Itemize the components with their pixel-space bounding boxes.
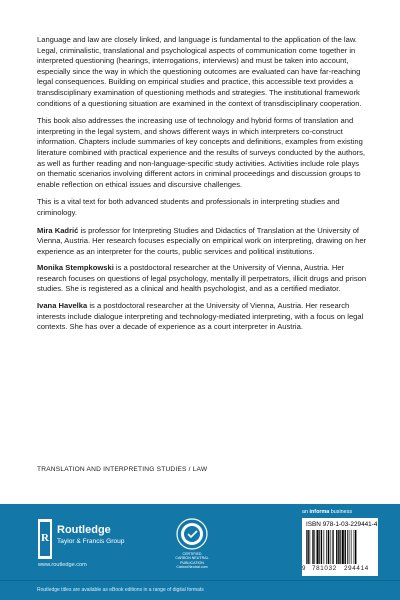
isbn-barcode (302, 518, 378, 576)
barcode-bar (351, 530, 352, 564)
publisher-url[interactable]: www.routledge.com (38, 562, 87, 568)
barcode-bar (317, 530, 319, 564)
barcode-bar (347, 530, 348, 564)
author-bio-text: is a postdoctoral researcher at the University of Vienna, Austria. Her research interests include dialogue interpreting and technology-mediated interpreting, with a focus on legal contexts. She has over a decade of experience as a court interpreter in Austria. (37, 301, 364, 332)
informa-brand: informa (309, 509, 330, 515)
barcode-bar (336, 530, 337, 564)
carbon-neutral-label (166, 552, 218, 570)
barcode-bar (338, 530, 339, 564)
barcode-bar (345, 530, 346, 564)
subject-category: TRANSLATION AND INTERPRETING STUDIES / LAW (37, 466, 208, 473)
barcode-bar (310, 530, 311, 564)
informa-business-label (302, 509, 352, 515)
publisher-group: Taylor & Francis Group (57, 538, 125, 545)
description-paragraph-2: This book also addresses the increasing use of technology and hybrid forms of translation and interpreting in the legal system, and shows different ways in which interpreters co-construct information. Chapters include summaries of key concepts and definitions, examples from existing literature combined with practical experience and the results of surveys conducted by the authors, as well as further reading and non-language-specific study activities. Activities include role plays on thematic scenarios involving different actors in criminal proceedings and discussion groups to enable reflection on ethical issues and discursive challenges. (37, 116, 365, 189)
informa-prefix: an (302, 509, 310, 515)
carbon-line-4: CarbonNeutral.com (176, 565, 208, 570)
barcode-bar (326, 530, 327, 564)
barcode-bar (307, 530, 308, 564)
author-name: Mira Kadrić (37, 225, 79, 235)
carbon-line-2: CARBON NEUTRAL (175, 556, 209, 561)
barcode-bar (355, 530, 356, 564)
description-paragraph-1: Language and law are closely linked, and language is fundamental to the application of the law. Legal, criminalistic, translational and psychological aspects of communication come together in interpreted questioning (hearings, interrogations, interviews) and must be taken into account, especially since the way in which the questioning outcomes are evaluated can have far-reaching legal consequences. Building on empirical studies and practice, this accessible text provides a transdisciplinary examination of questioning methods and strategies. The institutional framework conditions of a questioning situation are examined in the context of transdisciplinary cooperation. (37, 35, 362, 108)
carbon-line-3: PUBLICATION (180, 560, 204, 565)
back-cover-text (37, 35, 367, 339)
barcode-bars (306, 530, 374, 564)
author-bio-text: is a postdoctoral researcher at the University of Vienna, Austria. Her research focuses on questions of legal psychology, mentally ill perpetrators, illicit drugs and prison studies. She is registered as a clinical and health psychologist, and as a certified mediator. (37, 263, 367, 294)
isbn-label: ISBN 978-1-03-229441-4 (306, 521, 378, 528)
barcode-bar (340, 530, 341, 564)
barcode-bar (319, 530, 320, 564)
barcode-bar (332, 530, 333, 564)
informa-suffix: business (329, 509, 353, 515)
routledge-logo-icon (38, 519, 52, 559)
barcode-bar (306, 530, 307, 564)
barcode-digits-group-1: 781032 (312, 565, 337, 572)
author-bios (37, 226, 367, 333)
barcode-lead-digit: 9 (302, 565, 306, 572)
barcode-bar (354, 530, 355, 564)
author-bio (37, 226, 367, 258)
ebook-note: Routledge titles are available as eBook editions in a range of digital formats (37, 587, 204, 593)
barcode-bar (324, 530, 325, 564)
barcode-bar (342, 530, 344, 564)
svg-text:R: R (41, 532, 49, 544)
carbon-neutral-badge-icon (176, 518, 208, 550)
author-bio (37, 263, 367, 295)
barcode-digits-group-2: 294414 (344, 565, 369, 572)
barcode-bar (312, 530, 313, 564)
author-name: Monika Stempkowski (37, 263, 114, 273)
publisher-name: Routledge (57, 524, 111, 536)
author-bio (37, 301, 367, 333)
author-bio-text: is professor for Interpreting Studies and Didactics of Translation at the University of Vienna, Austria. Her research focuses especially on empirical work on interpreting, drawing on her experience as an interpreter for the courts, public services and political institutions. (37, 225, 367, 256)
barcode-bar (330, 530, 331, 564)
barcode-bar (333, 530, 334, 564)
description-paragraph-3: This is a vital text for both advanced students and professionals in interpreting studies and criminology. (37, 197, 340, 217)
barcode-bar (349, 530, 350, 564)
barcode-bar (314, 530, 315, 564)
author-name: Ivana Havelka (37, 301, 88, 311)
carbon-line-1: CERTIFIED (182, 552, 202, 556)
barcode-bar (321, 530, 322, 564)
barcode-bar (328, 530, 329, 564)
